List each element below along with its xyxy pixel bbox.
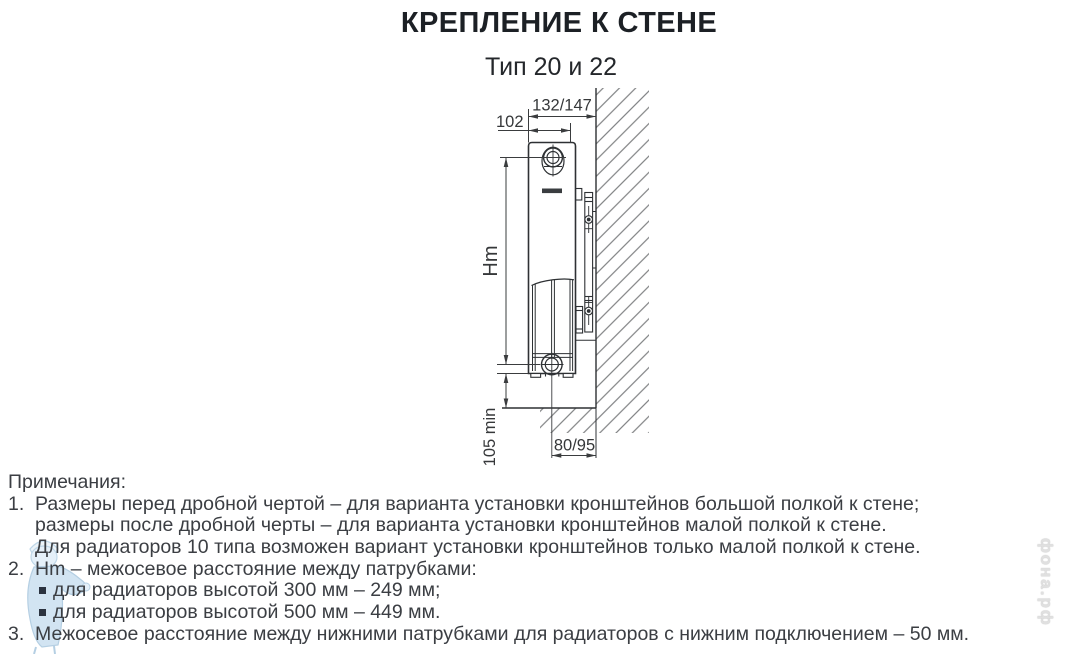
bullet-text: для радиаторов высотой 300 мм – 249 мм; xyxy=(53,579,441,602)
note-item-1-cont: размеры после дробной черты – для варианта установки кронштейнов малой полкой к стене. xyxy=(35,514,887,537)
dim-label-axis-spacing: Hm xyxy=(480,245,502,277)
bullet-square-icon xyxy=(39,609,46,616)
dim-label-pipe-to-wall: 80/95 xyxy=(553,436,596,455)
note-item-2-bullet-2 xyxy=(8,602,1066,624)
page-title: КРЕПЛЕНИЕ К СТЕНЕ xyxy=(400,7,718,39)
notes-block xyxy=(8,472,1066,646)
bullet-square-icon xyxy=(39,587,46,594)
dim-label-depth-to-wall: 132/147 xyxy=(532,96,592,115)
note-item-2-bullet-1 xyxy=(8,580,1066,602)
grille-slot xyxy=(542,189,562,194)
note-item-1 xyxy=(8,494,1066,516)
note-item-1-cont2: Для радиаторов 10 типа возможен вариант установки кронштейнов только малой полкой к стене. xyxy=(35,536,921,559)
note-text: Размеры перед дробной чертой – для варианта установки кронштейнов большой полкой к стене; xyxy=(35,492,920,515)
note-number: 2. xyxy=(8,557,25,580)
notes-heading: Примечания: xyxy=(8,471,126,493)
note-text: Межосевое расстояние между нижними патрубками для радиаторов с нижним подключением – 50 мм. xyxy=(35,622,970,645)
mounting-bracket xyxy=(576,189,597,341)
site-watermark: фона.рф xyxy=(1037,538,1056,627)
note-text: Hm – межосевое расстояние между патрубками: xyxy=(35,557,477,580)
note-number: 1. xyxy=(8,492,25,515)
note-number: 3. xyxy=(8,622,25,645)
note-item-3 xyxy=(8,624,1066,646)
page-subtitle: Тип 20 и 22 xyxy=(484,53,618,81)
dim-label-floor-clearance: 105 min xyxy=(481,407,499,467)
bullet-text: для радиаторов высотой 500 мм – 449 мм. xyxy=(53,601,441,624)
note-item-2 xyxy=(8,559,1066,581)
radiator-body xyxy=(529,143,576,378)
dim-label-bracket-depth: 102 xyxy=(496,113,524,131)
